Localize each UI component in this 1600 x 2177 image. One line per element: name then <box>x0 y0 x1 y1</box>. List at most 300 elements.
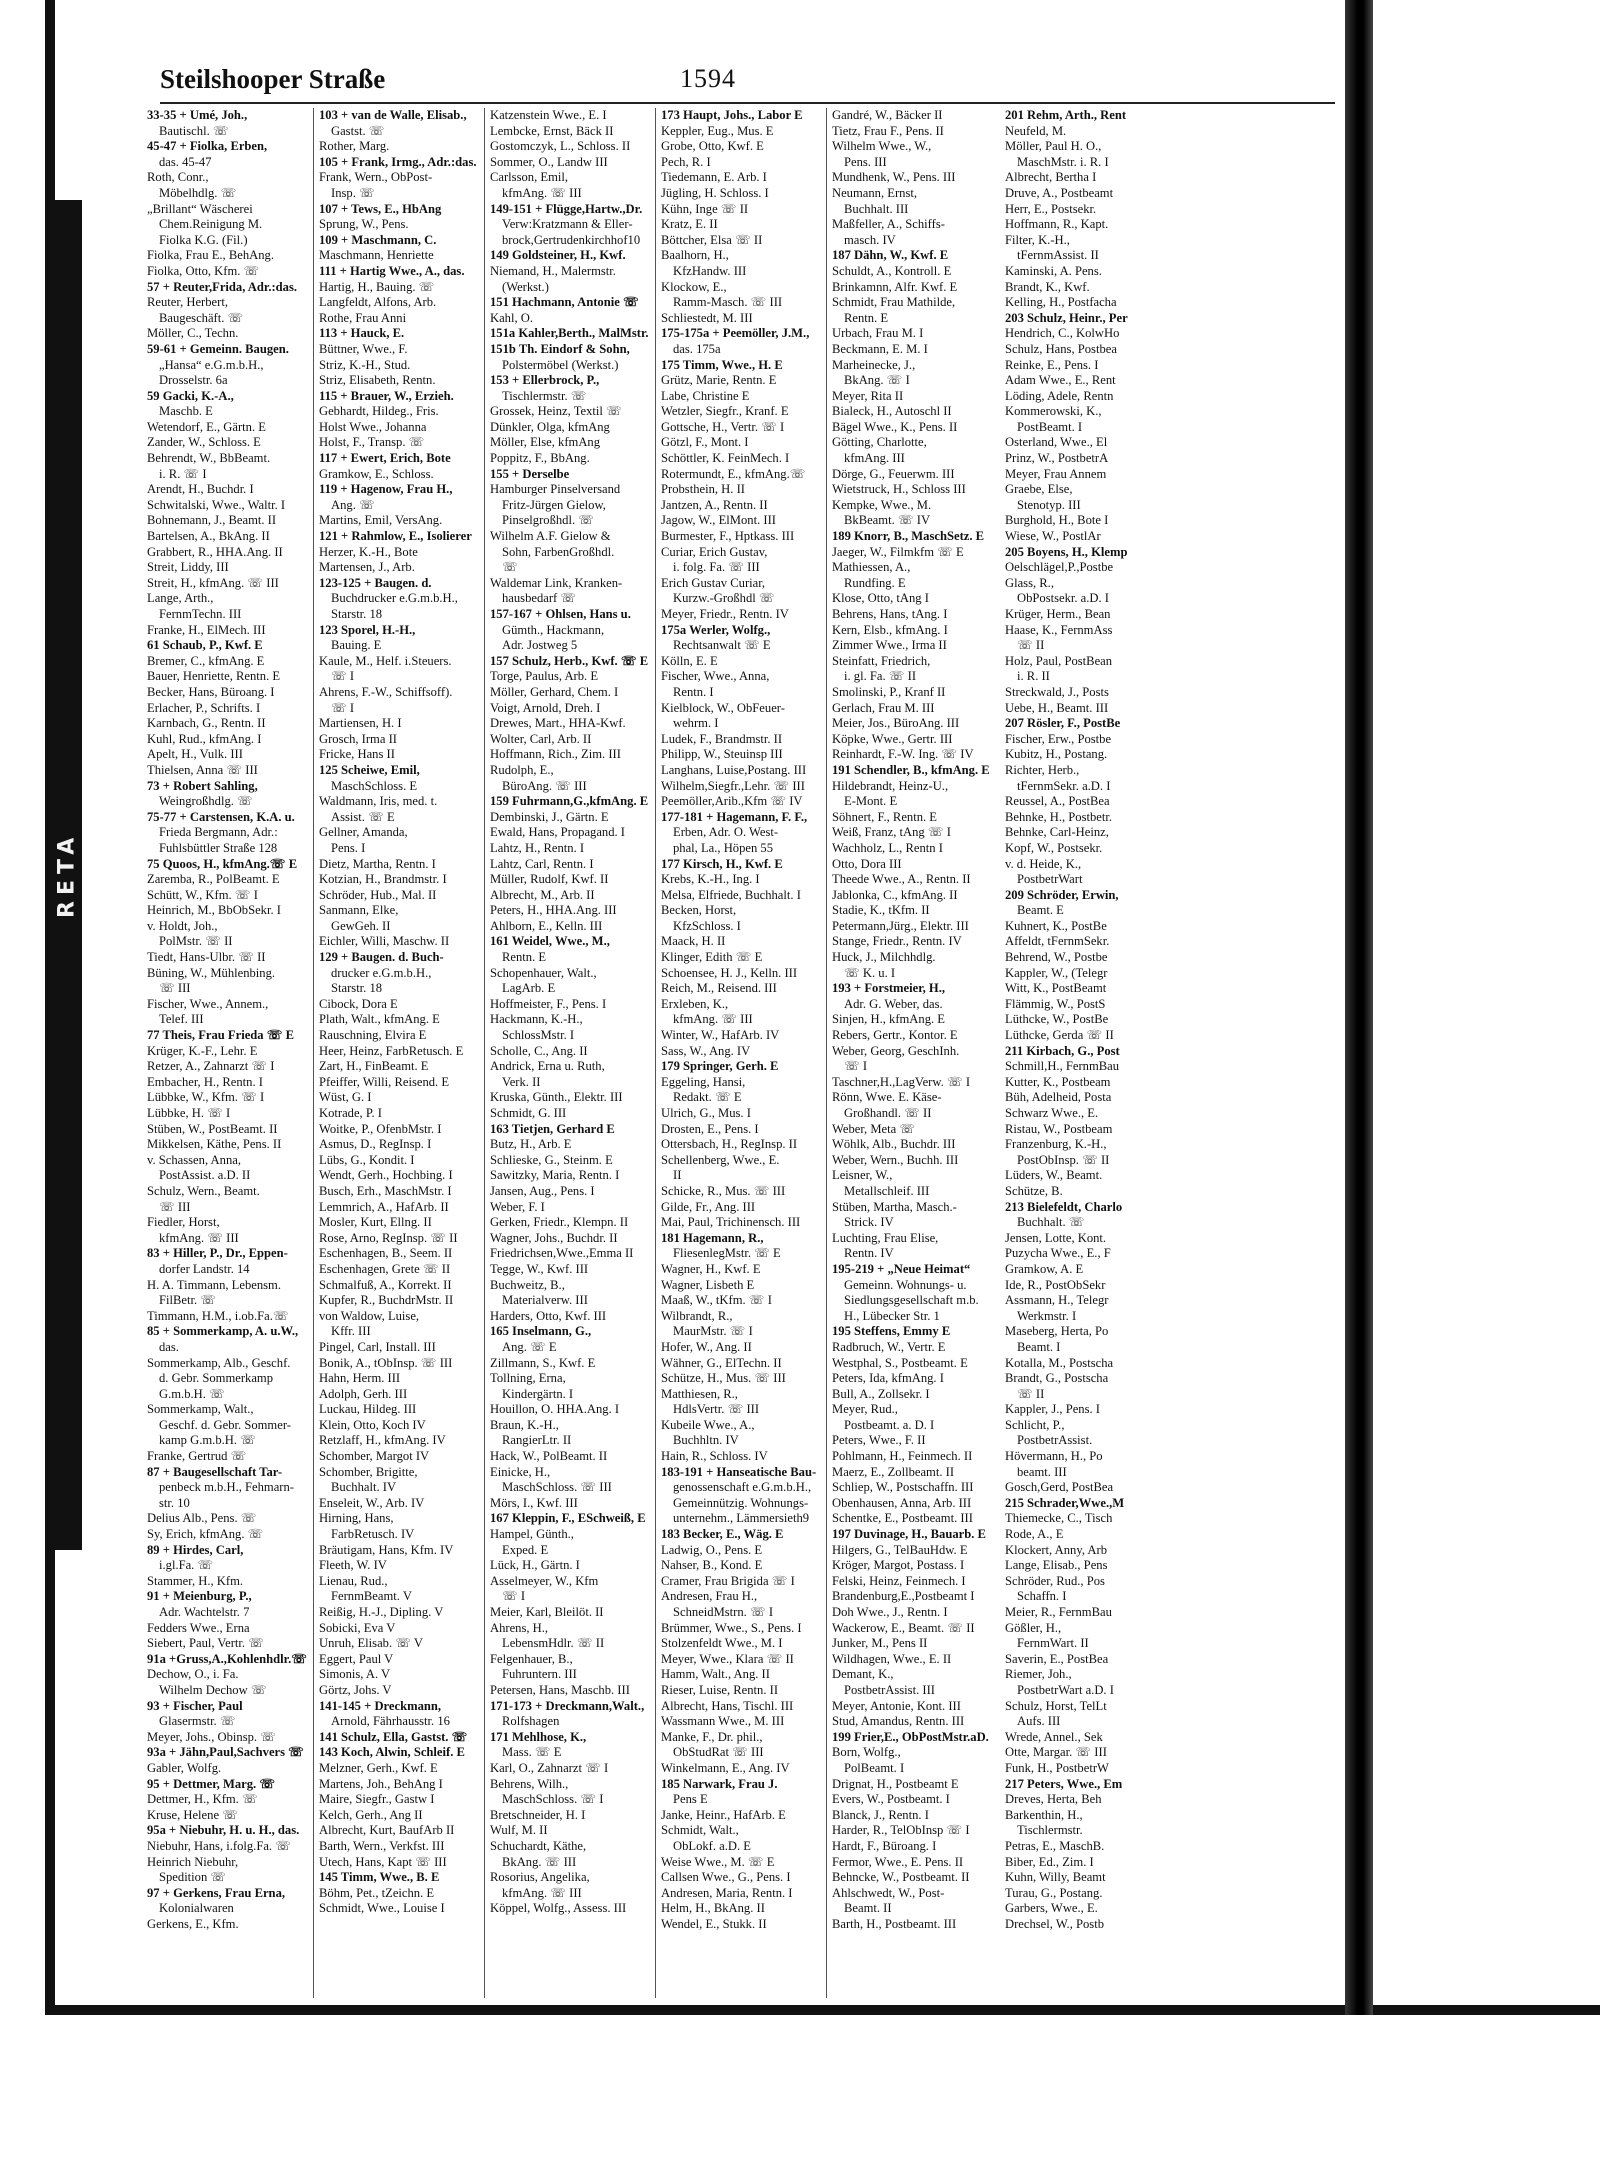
resident-entry: Kaule, M., Helf. i.Steuers. <box>319 653 452 668</box>
resident-entry: Erxleben, K., <box>661 996 729 1011</box>
resident-entry: Melsa, Elfriede, Buchhalt. I <box>661 887 801 902</box>
resident-entry: Enseleit, W., Arb. IV <box>319 1495 425 1510</box>
resident-entry: Waldemar Link, Kranken- <box>490 575 623 590</box>
resident-entry: Büning, W., Mühlenbing. <box>147 965 276 980</box>
resident-entry: Erich Gustav Curiar, <box>661 575 766 590</box>
house-number-entry: 167 Kleppin, F., ESchweiß, E <box>490 1511 646 1526</box>
resident-entry: Streit, H., kfmAng. ☏ III <box>147 575 279 590</box>
resident-entry: hausbedarf ☏ <box>502 591 577 606</box>
resident-entry: Sobicki, Eva V <box>319 1620 396 1635</box>
resident-entry: Eichler, Willi, Maschw. II <box>319 934 450 949</box>
house-number-entry: 165 Inselmann, G., <box>490 1324 592 1339</box>
resident-entry: Harders, Otto, Kwf. III <box>490 1308 607 1323</box>
resident-entry: Wrede, Annel., Sek <box>1005 1729 1103 1744</box>
resident-entry: Matthiesen, R., <box>661 1386 738 1401</box>
house-number-entry: 91 + Meienburg, P., <box>147 1589 252 1604</box>
resident-entry: Krüger, K.-F., Lehr. E <box>147 1043 258 1058</box>
resident-entry: Brümmer, Wwe., S., Pens. I <box>661 1620 802 1635</box>
house-number-entry: 107 + Tews, E., HbAng <box>319 201 442 216</box>
resident-entry: Buchhalt. ☏ <box>1017 1215 1085 1230</box>
resident-entry: Lüthcke, W., PostBe <box>1005 1012 1109 1027</box>
resident-entry: Krüger, Herm., Bean <box>1005 607 1111 621</box>
resident-entry: Obenhausen, Anna, Arb. III <box>832 1495 972 1510</box>
house-number-entry: 73 + Robert Sahling, <box>147 778 258 793</box>
resident-entry: Ladwig, O., Pens. E <box>661 1542 763 1557</box>
resident-entry: Hofer, W., Ang. II <box>661 1339 752 1354</box>
resident-entry: Götting, Charlotte, <box>832 435 927 450</box>
resident-entry: drucker e.G.m.b.H., <box>331 965 432 980</box>
resident-entry: kfmAng. ☏ III <box>673 1012 753 1027</box>
resident-entry: phal, La., Höpen 55 <box>673 840 774 855</box>
resident-entry: Luchting, Frau Elise, <box>832 1230 939 1245</box>
directory-column-4 <box>655 108 826 1998</box>
resident-entry: Starstr. 18 <box>331 981 383 996</box>
resident-entry: Janke, Heinr., HafArb. E <box>661 1807 786 1822</box>
house-number-entry: 175-175a + Peemöller, J.M., <box>661 326 810 341</box>
resident-entry: Melzner, Gerh., Kwf. E <box>319 1760 438 1775</box>
resident-entry: Hardt, F., Büroang. I <box>832 1838 937 1853</box>
resident-entry: Bialeck, H., Autoschl II <box>832 404 952 419</box>
resident-entry: Fleeth, W. IV <box>319 1558 387 1573</box>
resident-entry: Embacher, H., Rentn. I <box>147 1074 263 1089</box>
resident-entry: Schütze, H., Mus. ☏ III <box>661 1371 786 1386</box>
resident-entry: Beamt. E <box>1017 903 1064 918</box>
resident-entry: ☏ II <box>1017 638 1045 653</box>
house-number-entry: 75-77 + Carstensen, K.A. u. <box>147 809 295 824</box>
resident-entry: Burmester, F., Hptkass. III <box>661 529 795 544</box>
resident-entry: Herzer, K.-H., Bote <box>319 544 418 559</box>
resident-entry: Cramer, Frau Brigida ☏ I <box>661 1573 795 1588</box>
resident-entry: kfmAng. ☏ III <box>502 1885 582 1900</box>
resident-entry: Ulrich, G., Mus. I <box>661 1106 751 1120</box>
resident-entry: Grütz, Marie, Rentn. E <box>661 373 777 388</box>
resident-entry: Schellenberg, Wwe., E. <box>661 1152 780 1167</box>
resident-entry: Harder, R., TelObInsp ☏ I <box>832 1823 970 1838</box>
resident-entry: Andresen, Maria, Rentn. I <box>661 1885 793 1900</box>
resident-entry: Klinger, Edith ☏ E <box>661 950 763 965</box>
resident-entry: Tollning, Erna, <box>490 1371 566 1386</box>
resident-entry: Peters, Wwe., F. II <box>832 1433 926 1448</box>
resident-entry: Peters, Ida, kfmAng. I <box>832 1371 944 1386</box>
resident-entry: Jansen, Aug., Pens. I <box>490 1183 595 1198</box>
house-number-entry: 129 + Baugen. d. Buch- <box>319 950 444 965</box>
resident-entry: Bräutigam, Hans, Kfm. IV <box>319 1542 454 1557</box>
resident-entry: Schulz, Wern., Beamt. <box>147 1183 260 1198</box>
resident-entry: Pens. III <box>844 154 887 169</box>
resident-entry: Weiß, Franz, tAng ☏ I <box>832 825 951 840</box>
resident-entry: Schmill,H., FernmBau <box>1005 1059 1120 1074</box>
resident-entry: Gellner, Amanda, <box>319 825 408 840</box>
resident-entry: Tischlermstr. <box>1017 1823 1083 1838</box>
resident-entry: Herr, E., Postsekr. <box>1005 201 1097 216</box>
resident-entry: Mass. ☏ E <box>502 1745 562 1760</box>
house-number-entry: 181 Hagemann, R., <box>661 1230 764 1245</box>
resident-entry: Meier, Karl, Bleilöt. II <box>490 1605 604 1619</box>
resident-entry: ☏ III <box>159 1199 191 1214</box>
resident-entry: Wassmann Wwe., M. III <box>661 1714 785 1729</box>
resident-entry: Lübbke, W., Kfm. ☏ I <box>147 1090 265 1105</box>
resident-entry: wehrm. I <box>673 716 719 731</box>
resident-entry: Wendel, E., Stukk. II <box>661 1916 767 1931</box>
resident-entry: BkBeamt. ☏ IV <box>844 513 931 528</box>
resident-entry: Ludek, F., Brandmstr. II <box>661 731 783 746</box>
resident-entry: Mundhenk, W., Pens. III <box>832 170 956 185</box>
resident-entry: Einicke, H., <box>490 1464 551 1479</box>
resident-entry: Pech, R. I <box>661 154 711 169</box>
resident-entry: Peemöller,Arib.,Kfm ☏ IV <box>661 794 803 809</box>
page-number: 1594 <box>680 64 736 93</box>
resident-entry: ☏ III <box>159 981 191 996</box>
resident-entry: Fritz-Jürgen Gielow, <box>502 497 606 512</box>
resident-entry: Mosler, Kurt, Ellng. II <box>319 1215 432 1230</box>
house-number-entry: 141-145 + Dreckmann, <box>319 1698 442 1713</box>
house-number-entry: 183 Becker, E., Wäg. E <box>661 1527 784 1542</box>
resident-entry: Ahrens, H., <box>490 1620 549 1635</box>
house-number-entry: 109 + Maschmann, C. <box>319 232 437 247</box>
resident-entry: Sommer, O., Landw III <box>490 154 608 169</box>
resident-entry: Ahlschwedt, W., Post- <box>832 1885 945 1900</box>
resident-entry: Gößler, H., <box>1005 1620 1062 1635</box>
directory-column-6 <box>997 108 1168 1998</box>
resident-entry: kfmAng. III <box>844 451 905 466</box>
resident-entry: Wetendorf, E., Gärtn. E <box>147 419 266 434</box>
resident-entry: Buchhltn. IV <box>673 1433 739 1448</box>
resident-entry: Luckau, Hildeg. III <box>319 1402 417 1417</box>
resident-entry: Neumann, Ernst, <box>832 185 917 200</box>
resident-entry: v. Schassen, Anna, <box>147 1152 241 1167</box>
resident-entry: Behrens, Wilh., <box>490 1776 569 1791</box>
resident-entry: Hain, R., Schloss. IV <box>661 1449 768 1464</box>
resident-entry: Striz, Elisabeth, Rentn. <box>319 373 436 388</box>
resident-entry: Weber, F. I <box>490 1199 545 1214</box>
resident-entry: Behncke, W., Postbeamt. II <box>832 1870 970 1885</box>
resident-entry: Utech, Hans, Kapt ☏ III <box>319 1854 447 1869</box>
resident-entry: Mikkelsen, Käthe, Pens. II <box>147 1137 282 1152</box>
resident-entry: Kotrade, P. I <box>319 1106 382 1120</box>
resident-entry: Postbeamt. a. D. I <box>844 1417 935 1432</box>
resident-entry: ☏ I <box>502 1589 526 1604</box>
resident-entry: Maire, Siegfr., Gastw I <box>319 1792 435 1807</box>
resident-entry: Polstermöbel (Werkst.) <box>502 357 619 372</box>
resident-entry: Lange, Arth., <box>147 591 214 606</box>
resident-entry: Kubitz, H., Postang. <box>1005 747 1108 762</box>
resident-entry: Fricke, Hans II <box>319 747 395 762</box>
resident-entry: Thiemecke, C., Tisch <box>1005 1511 1113 1526</box>
resident-entry: LagArb. E <box>502 981 556 996</box>
resident-entry: FarbRetusch. IV <box>331 1527 415 1542</box>
resident-entry: i. R. ☏ I <box>159 466 207 481</box>
resident-entry: Schwarz Wwe., E. <box>1005 1106 1099 1120</box>
house-number-entry: 173 Haupt, Johs., Labor E <box>661 108 803 122</box>
house-number-entry: 157-167 + Ohlsen, Hans u. <box>490 607 631 621</box>
resident-entry: Lübs, G., Kondit. I <box>319 1152 415 1167</box>
resident-entry: Albrecht, Hans, Tischl. III <box>661 1698 794 1713</box>
resident-entry: das. 45-47 <box>159 154 212 169</box>
resident-entry: Kröger, Margot, Postass. I <box>832 1558 965 1573</box>
resident-entry: Rosorius, Angelika, <box>490 1870 590 1885</box>
resident-entry: Butz, H., Arb. E <box>490 1137 572 1152</box>
resident-entry: Lüders, W., Beamt. <box>1005 1168 1103 1183</box>
resident-entry: Petersen, Hans, Maschb. III <box>490 1682 630 1697</box>
resident-entry: kamp G.m.b.H. ☏ <box>159 1433 256 1448</box>
resident-entry: „Hansa“ e.G.m.b.H., <box>159 357 264 372</box>
resident-entry: Dechow, O., i. Fa. <box>147 1667 239 1682</box>
resident-entry: Fischer, Wwe., Annem., <box>147 996 269 1011</box>
resident-entry: Andrick, Erna u. Ruth, <box>490 1059 605 1074</box>
resident-entry: Jügling, H. Schloss. I <box>661 185 769 200</box>
resident-entry: Prinz, W., PostbetrA <box>1005 451 1109 466</box>
resident-entry: Nahser, B., Kond. E <box>661 1558 763 1573</box>
house-number-entry: 91a +Gruss,A.,Kohlenhdlr.☏ <box>147 1651 307 1666</box>
house-number-entry: 111 + Hartig Wwe., A., das. <box>319 263 465 278</box>
resident-entry: Holz, Paul, PostBean <box>1005 653 1113 668</box>
resident-entry: KfzHandw. III <box>673 263 747 278</box>
resident-entry: von Waldow, Luise, <box>319 1308 420 1323</box>
house-number-entry: 153 + Ellerbrock, P., <box>490 373 600 388</box>
resident-entry: SchlossMstr. I <box>502 1028 575 1043</box>
resident-entry: Stud, Amandus, Rentn. III <box>832 1714 965 1729</box>
resident-entry: Wetzler, Siegfr., Kranf. E <box>661 404 789 419</box>
resident-entry: Großhandl. ☏ II <box>844 1106 932 1120</box>
resident-entry: Richter, Herb., <box>1005 762 1080 777</box>
resident-entry: Bägel Wwe., K., Pens. II <box>832 419 958 434</box>
resident-entry: Wulf, M. II <box>490 1823 548 1838</box>
resident-entry: Zaremba, R., PolBeamt. E <box>147 872 280 887</box>
resident-entry: Götzl, F., Mont. I <box>661 435 749 450</box>
house-number-entry: 95 + Dettmer, Marg. ☏ <box>147 1776 276 1791</box>
resident-entry: d. Gebr. Sommerkamp <box>159 1371 274 1386</box>
house-number-entry: 199 Frier,E., ObPostMstr.aD. <box>832 1729 989 1744</box>
resident-entry: Rotermundt, E., kfmAng.☏ <box>661 466 806 481</box>
resident-entry: Langhans, Luise,Postang. III <box>661 762 807 777</box>
resident-entry: Rother, Marg. <box>319 139 390 154</box>
resident-entry: Kupfer, R., BuchdrMstr. II <box>319 1293 454 1308</box>
resident-entry: Taschner,H.,LagVerw. ☏ I <box>832 1074 971 1089</box>
resident-entry: FernmTechn. III <box>159 607 242 621</box>
resident-entry: Hendrich, C., KolwHo <box>1005 326 1120 341</box>
resident-entry: Demant, K., <box>832 1667 894 1682</box>
resident-entry: ☏ I <box>331 700 355 715</box>
resident-entry: Schaffn. I <box>1017 1589 1067 1604</box>
resident-entry: Wietstruck, H., Schloss III <box>832 482 966 497</box>
resident-entry: Kappler, W., (Telegr <box>1005 965 1108 980</box>
resident-entry: Turau, G., Postang. <box>1005 1885 1103 1900</box>
resident-entry: ObPostsekr. a.D. I <box>1017 591 1109 606</box>
resident-entry: Behrend, W., Postbe <box>1005 950 1108 965</box>
house-number-entry: 189 Knorr, B., MaschSetz. E <box>832 529 985 544</box>
resident-entry: PostbetrWart a.D. I <box>1017 1682 1114 1697</box>
resident-entry: Hahn, Herm. III <box>319 1371 401 1386</box>
resident-entry: Schlieske, G., Steinm. E <box>490 1152 613 1167</box>
resident-entry: Reussel, A., PostBea <box>1005 794 1110 809</box>
resident-entry: Jagow, W., ElMont. III <box>661 513 776 528</box>
house-number-entry: 85 + Sommerkamp, A. u.W., <box>147 1324 299 1339</box>
resident-entry: Kelling, H., Postfacha <box>1005 295 1117 310</box>
resident-entry: Gilde, Fr., Ang. III <box>661 1199 756 1214</box>
resident-entry: Kotalla, M., Postscha <box>1005 1355 1114 1370</box>
resident-entry: Geschf. d. Gebr. Sommer- <box>159 1417 291 1432</box>
resident-entry: Baalhorn, H., <box>661 248 729 263</box>
resident-entry: Beckmann, E. M. I <box>832 341 928 356</box>
resident-entry: Albrecht, Bertha I <box>1005 170 1097 185</box>
resident-entry: Ahlborn, E., Kelln. III <box>490 918 603 933</box>
resident-entry: Klockert, Anny, Arb <box>1005 1542 1108 1557</box>
resident-entry: Simonis, A. V <box>319 1667 391 1682</box>
house-number-entry: 175 Timm, Wwe., H. E <box>661 357 783 372</box>
resident-entry: ☏ K. u. I <box>844 965 896 980</box>
resident-entry: PostAssist. a.D. II <box>159 1168 251 1183</box>
resident-entry: Möller, C., Techn. <box>147 326 239 341</box>
house-number-entry: 83 + Hiller, P., Dr., Eppen- <box>147 1246 288 1261</box>
resident-entry: Becken, Horst, <box>661 903 737 918</box>
resident-entry: Lembcke, Ernst, Bäck II <box>490 123 614 138</box>
resident-entry: „Brillant“ Wäscherei <box>147 201 253 216</box>
house-number-entry: 151b Th. Eindorf & Sohn, <box>490 341 630 356</box>
house-number-entry: 157 Schulz, Herb., Kwf. ☏ E <box>490 653 649 668</box>
resident-entry: Maaß, W., tKfm. ☏ I <box>661 1293 772 1308</box>
resident-entry: Meyer, Wwe., Klara ☏ II <box>661 1651 794 1666</box>
resident-entry: SchneidMstrn. ☏ I <box>673 1605 774 1619</box>
house-number-entry: 105 + Frank, Irmg., Adr.:das. <box>319 154 477 169</box>
resident-entry: Busch, Erh., MaschMstr. I <box>319 1183 452 1198</box>
directory-column-3 <box>484 108 655 1998</box>
directory-columns <box>142 108 1342 1998</box>
resident-entry: Stenotyp. III <box>1017 497 1081 512</box>
resident-entry: Fuhlsbüttler Straße 128 <box>159 840 278 855</box>
resident-entry: Schulz, Hans, Postbea <box>1005 341 1117 356</box>
resident-entry: i. folg. Fa. ☏ III <box>673 560 760 575</box>
page-header <box>160 62 1335 104</box>
resident-entry: Wähner, G., ElTechn. II <box>661 1355 782 1370</box>
resident-entry: Labe, Christine E <box>661 388 750 403</box>
resident-entry: Löding, Adele, Rentn <box>1005 388 1114 403</box>
resident-entry: Beamt. II <box>844 1901 892 1916</box>
resident-entry: BkAng. ☏ III <box>502 1854 577 1869</box>
resident-entry: Witt, K., PostBeamt <box>1005 981 1107 996</box>
resident-entry: Hoffmeister, F., Pens. I <box>490 996 607 1011</box>
house-number-entry: 195 Steffens, Emmy E <box>832 1324 951 1339</box>
house-number-entry: 45-47 + Fiolka, Erben, <box>147 139 268 154</box>
house-number-entry: 145 Timm, Wwe., B. E <box>319 1870 440 1885</box>
resident-entry: Doh Wwe., J., Rentn. I <box>832 1605 948 1619</box>
resident-entry: Osterland, Wwe., El <box>1005 435 1108 450</box>
resident-entry: Ide, R., PostObSekr <box>1005 1277 1106 1292</box>
resident-entry: Buchhalt. IV <box>331 1480 397 1495</box>
resident-entry: Reinke, E., Pens. I <box>1005 357 1099 372</box>
resident-entry: Pfeiffer, Willi, Reisend. E <box>319 1074 450 1089</box>
resident-entry: Hoffmann, Rich., Zim. III <box>490 747 621 762</box>
resident-entry: Sy, Erich, kfmAng. ☏ <box>147 1527 264 1542</box>
resident-entry: Drignat, H., Postbeamt E <box>832 1776 959 1791</box>
resident-entry: FliesenlegMstr. ☏ E <box>673 1246 781 1261</box>
resident-entry: Krebs, K.-H., Ing. I <box>661 872 760 887</box>
resident-entry: Meyer, Rita II <box>832 388 904 403</box>
resident-entry: Braun, K.-H., <box>490 1417 559 1432</box>
resident-entry: Wilhelm,Siegfr.,Lehr. ☏ III <box>661 778 805 793</box>
resident-entry: Böttcher, Elsa ☏ II <box>661 232 763 247</box>
resident-entry: PostObInsp. ☏ II <box>1017 1152 1110 1167</box>
house-number-entry: 125 Scheiwe, Emil, <box>319 762 420 777</box>
resident-entry: Westphal, S., Postbeamt. E <box>832 1355 968 1370</box>
resident-entry: Kuhnert, K., PostBe <box>1005 918 1107 933</box>
resident-entry: Rauschning, Elvira E <box>319 1028 427 1043</box>
resident-entry: Schulz, Horst, TelLt <box>1005 1698 1107 1713</box>
resident-entry: Mai, Paul, Trichinensch. III <box>661 1215 801 1230</box>
resident-entry: Schoensee, H. J., Kelln. III <box>661 965 798 980</box>
resident-entry: Ristau, W., Postbeam <box>1005 1121 1113 1136</box>
thumb-index-strip <box>52 200 82 1550</box>
house-number-entry: 187 Dähn, W., Kwf. E <box>832 248 949 263</box>
resident-entry: Friedrichsen,Wwe.,Emma II <box>490 1246 634 1261</box>
house-number-entry: 93a + Jähn,Paul,Sachvers ☏ <box>147 1745 304 1760</box>
resident-entry: Sanmann, Elke, <box>319 903 399 918</box>
resident-entry: Kruska, Günth., Elektr. III <box>490 1090 623 1105</box>
resident-entry: i. R. II <box>1017 669 1050 684</box>
resident-entry: Drechsel, W., Postb <box>1005 1916 1104 1931</box>
resident-entry: Reich, M., Reisend. III <box>661 981 777 996</box>
resident-entry: Martins, Emil, VersAng. <box>319 513 443 528</box>
resident-entry: Dörge, G., Feuerwm. III <box>832 466 955 481</box>
resident-entry: Kielblock, W., ObFeuer- <box>661 700 785 715</box>
resident-entry: ☏ I <box>844 1059 868 1074</box>
resident-entry: Weber, Georg, GeschInh. <box>832 1043 960 1058</box>
resident-entry: Torge, Paulus, Arb. E <box>490 669 599 684</box>
resident-entry: Uebe, H., Beamt. III <box>1005 700 1109 715</box>
resident-entry: Eggert, Paul V <box>319 1651 394 1666</box>
house-number-entry: 215 Schrader,Wwe.,M <box>1005 1495 1125 1510</box>
house-number-entry: 77 Theis, Frau Frieda ☏ E <box>147 1028 295 1043</box>
resident-entry: unternehm., Lämmersieth9 <box>673 1511 810 1526</box>
resident-entry: Redakt. ☏ E <box>673 1090 742 1105</box>
resident-entry: Rolfshagen <box>502 1714 560 1729</box>
resident-entry: Frieda Bergmann, Adr.: <box>159 825 278 840</box>
resident-entry: Köppel, Wolfg., Assess. III <box>490 1901 627 1916</box>
resident-entry: Starstr. 18 <box>331 607 383 621</box>
resident-entry: Maerz, E., Zollbeamt. II <box>832 1464 955 1479</box>
house-number-entry: 183-191 + Hanseatische Bau- <box>661 1464 817 1479</box>
resident-entry: Petras, E., MaschB. <box>1005 1838 1105 1853</box>
resident-entry: Tischlermstr. ☏ <box>502 388 587 403</box>
resident-entry: Zillmann, S., Kwf. E <box>490 1355 596 1370</box>
house-number-entry: 151a Kahler,Berth., MalMstr. <box>490 326 649 341</box>
resident-entry: Pinselgroßhdl. ☏ <box>502 513 595 528</box>
book-spine-gutter <box>1345 0 1373 2015</box>
resident-entry: Striz, K.-H., Stud. <box>319 357 411 372</box>
resident-entry: Hildebrandt, Heinz-U., <box>832 778 949 793</box>
resident-entry: Lienau, Rud., <box>319 1573 388 1588</box>
resident-entry: Marheinecke, J., <box>832 357 916 372</box>
resident-entry: Druve, A., Postbeamt <box>1005 185 1114 200</box>
resident-entry: Gerkens, E., Kfm. <box>147 1916 239 1931</box>
resident-entry: Burghold, H., Bote I <box>1005 513 1109 528</box>
resident-entry: Born, Wolfg., <box>832 1745 901 1760</box>
house-number-entry: 203 Schulz, Heinr., Per <box>1005 310 1128 325</box>
resident-entry: Schröder, Hub., Mal. II <box>319 887 437 902</box>
resident-entry: E-Mont. E <box>844 794 898 809</box>
resident-entry: Hartig, H., Bauing. ☏ <box>319 279 435 294</box>
house-number-entry: 161 Weidel, Wwe., M., <box>490 934 610 949</box>
resident-entry: Gramkow, A. E <box>1005 1261 1084 1276</box>
resident-entry: Bauing. E <box>331 638 382 653</box>
resident-entry: Bremer, C., kfmAng. E <box>147 653 265 668</box>
resident-entry: Kahl, O. <box>490 310 534 325</box>
resident-entry: Otto, Dora III <box>832 856 902 871</box>
house-number-entry: 141 Schulz, Ella, Gastst. ☏ <box>319 1729 468 1744</box>
resident-entry: Beamt. I <box>1017 1339 1061 1354</box>
resident-entry: Adam Wwe., E., Rent <box>1005 373 1116 388</box>
resident-entry: Buchweitz, B., <box>490 1277 565 1292</box>
house-number-entry: 193 + Forstmeier, H., <box>832 981 946 996</box>
